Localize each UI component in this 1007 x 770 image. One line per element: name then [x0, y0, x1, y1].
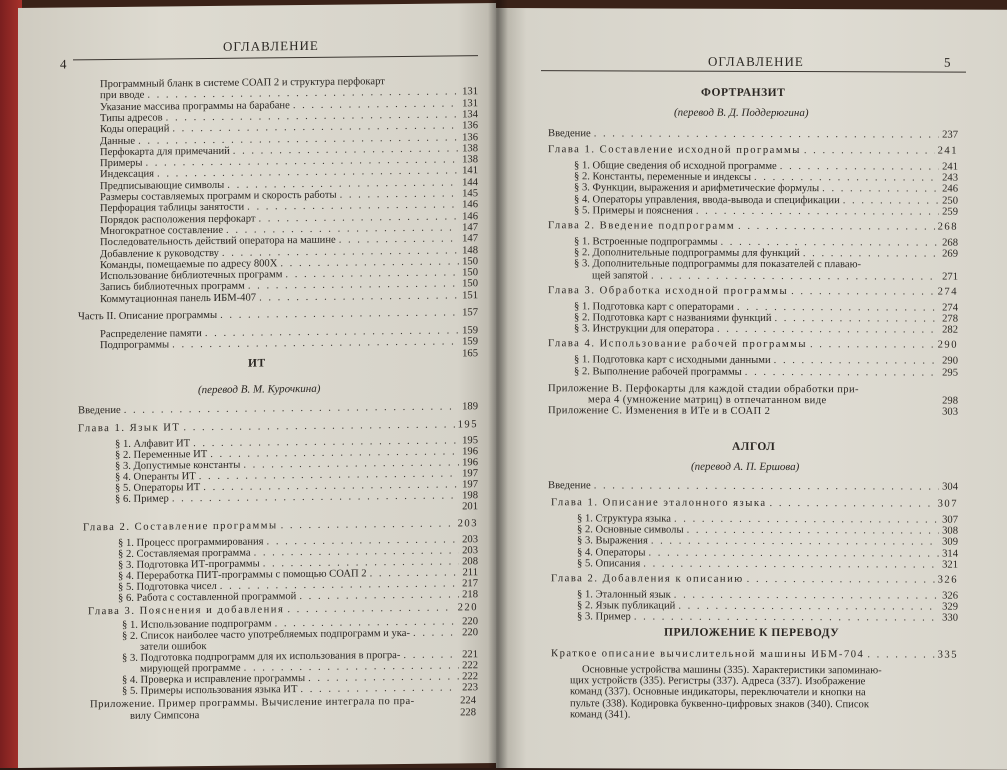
- toc-leader-dots: [720, 237, 939, 249]
- toc-leader-dots: [754, 172, 939, 184]
- toc-page-number: 274: [942, 302, 958, 314]
- toc-leader-dots: [678, 601, 939, 613]
- toc-page-number: 148: [462, 244, 478, 256]
- appendix-description-line: Основные устройства машины (335). Характеристики запоминаю-: [582, 664, 882, 677]
- toc-entry: [122, 682, 478, 697]
- toc-entry-title: § 6. Пример: [115, 493, 169, 505]
- toc-page-number: 282: [942, 324, 958, 336]
- toc-page-number: 223: [462, 682, 478, 694]
- toc-leader-dots: [403, 649, 459, 661]
- toc-page-number: 220: [462, 627, 478, 639]
- toc-entry-title: § 3. Выражения: [577, 535, 648, 547]
- toc-page-number: 217: [462, 578, 478, 590]
- toc-entry-title: Коммутационная панель ИБМ-407: [100, 292, 257, 305]
- toc-entry-title: Введение: [78, 404, 121, 417]
- toc-chapter: [551, 648, 958, 660]
- toc-entry-title: § 1. Структура языка: [577, 513, 671, 525]
- toc-chapter: [78, 419, 478, 434]
- toc-page-number: 330: [942, 612, 958, 625]
- toc-page-number: 308: [942, 525, 958, 537]
- toc-entry-title: Предписывающие символы: [100, 179, 225, 192]
- toc-leader-dots: [299, 589, 459, 602]
- toc-entry-title: Глава 2. Составление программы: [83, 520, 278, 534]
- toc-page-number: 303: [942, 406, 958, 418]
- toc-leader-dots: [803, 248, 939, 259]
- toc-page-number: 138: [462, 154, 478, 166]
- section-title-appendix: ПРИЛОЖЕНИЕ К ПЕРЕВОДУ: [664, 626, 840, 640]
- toc-entry-title: Последовательность действий оператора на машине: [100, 234, 336, 249]
- toc-entry-title: § 3. Подготовка подпрограмм для их использования в програ-: [122, 649, 401, 664]
- toc-part-heading: [78, 307, 478, 322]
- toc-entry-title: Запись библиотечных программ: [100, 281, 245, 294]
- toc-page-number: 159: [462, 336, 478, 348]
- appendix-description-line: команд (337). Основные индикаторы, переключатели и кнопки на: [570, 686, 866, 699]
- toc-leader-dots: [413, 627, 459, 638]
- toc-page-number: 295: [942, 367, 958, 379]
- toc-entry-title: Коды операций: [100, 123, 170, 136]
- toc-leader-dots: [717, 324, 939, 336]
- toc-chapter: [548, 285, 958, 297]
- toc-page-number: 196: [462, 446, 478, 458]
- toc-entry-title: Примеры: [100, 157, 143, 170]
- toc-entry-title: § 3. Допустимые константы: [115, 459, 241, 472]
- toc-page-number: 228: [460, 707, 476, 719]
- toc-page-number: 321: [942, 559, 958, 571]
- section-translator-it: (перевод В. М. Курочкина): [198, 382, 321, 397]
- toc-entry-title: Использование библиотечных программ: [100, 269, 283, 283]
- toc-leader-dots: [643, 558, 939, 570]
- toc-entry: [574, 205, 958, 217]
- toc-page-number: 307: [942, 514, 958, 526]
- toc-leader-dots: [340, 188, 460, 200]
- toc-leader-dots: [774, 313, 939, 325]
- toc-leader-dots: [259, 290, 459, 303]
- toc-page-number: 197: [462, 468, 478, 480]
- toc-page-number: 298: [942, 395, 958, 407]
- section-translator-algol: (перевод А. П. Ершова): [691, 460, 800, 474]
- toc-leader-dots: [287, 602, 454, 615]
- toc-page-number: 165: [462, 347, 478, 359]
- toc-page-number: 211: [462, 567, 478, 579]
- toc-entry-title: § 4. Переработка ПИТ-программы с помощью СОАП 2: [118, 568, 367, 582]
- toc-page-number: 243: [942, 172, 958, 184]
- toc-page-number: 195: [457, 419, 478, 431]
- toc-page-number: 237: [942, 129, 958, 141]
- toc-leader-dots: [804, 145, 935, 156]
- toc-entry-title: § 1. Процесс программирования: [118, 536, 264, 549]
- toc-page-number: 196: [462, 457, 478, 469]
- toc-entry-title: § 3. Инструкции для оператора: [574, 323, 714, 335]
- right-page-number: 5: [944, 54, 951, 70]
- appendix-description-line: щих устройств (335). Регистры (337). Адреса (337). Изображение: [570, 675, 866, 688]
- toc-entry-title: § 4. Операторы: [577, 546, 646, 559]
- toc-page-number: 147: [462, 222, 478, 234]
- section-title-algol: АЛГОЛ: [732, 440, 776, 453]
- toc-page-number: 250: [942, 195, 958, 207]
- toc-entry-title: § 1. Подготовка карт с операторами: [574, 301, 734, 313]
- toc-page-number: 198: [462, 490, 478, 502]
- left-page: [18, 3, 496, 768]
- toc-page-number: 157: [462, 307, 478, 319]
- toc-chapter: [548, 220, 958, 232]
- toc-entry-title: Порядок расположения перфокарт: [100, 213, 256, 226]
- toc-entry-title: § 2. Список наиболее часто употребляемых подпрограмм и ука-: [122, 627, 411, 642]
- left-header-rule: [73, 55, 478, 60]
- toc-entry-title: § 2. Выполнение рабочей программы: [574, 365, 742, 378]
- toc-entry-title: Глава 2. Добавления к описанию: [551, 573, 744, 585]
- toc-entry-title: Добавление к руководству: [100, 247, 219, 260]
- toc-page-number: 314: [942, 548, 958, 560]
- toc-entry-title: Глава 1. Составление исходной программы: [548, 144, 801, 157]
- left-page-header: ОГЛАВЛЕНИЕ: [223, 37, 319, 54]
- toc-entry: [78, 401, 478, 416]
- toc-entry-title: § 1. Алфавит ИТ: [115, 438, 191, 450]
- appendix-title: Приложение С. Изменения в ИТе и в СОАП 2: [548, 404, 771, 417]
- right-header-rule: [541, 70, 966, 72]
- toc-entry-title: § 2. Переменные ИТ: [115, 449, 208, 461]
- toc-page-number: 141: [462, 165, 478, 177]
- toc-entry-title: § 5. Описания: [577, 558, 641, 570]
- toc-page-number: 131: [462, 86, 478, 98]
- toc-page-number: 195: [462, 435, 478, 447]
- toc-leader-dots: [124, 401, 459, 416]
- toc-entry-title: Глава 2. Введение подпрограмм: [548, 220, 736, 232]
- toc-entry-title: Глава 4. Использование рабочей программы: [548, 338, 807, 351]
- toc-page-number: 268: [937, 221, 958, 233]
- toc-page-number: 246: [942, 183, 958, 196]
- toc-entry-title: § 4. Проверка и исправление программы: [122, 672, 306, 686]
- toc-entry-title: Индексация: [100, 168, 155, 181]
- toc-page-number: 144: [462, 176, 478, 189]
- toc-page-number: 134: [462, 109, 478, 121]
- toc-chapter: [551, 573, 958, 585]
- toc-entry: [118, 589, 478, 604]
- toc-page-number: 271: [942, 271, 958, 283]
- toc-entry-title: Перфокарта для примечаний: [100, 145, 230, 158]
- toc-page-number: 150: [462, 267, 478, 279]
- section-title-fortransit: ФОРТРАНЗИТ: [701, 86, 786, 100]
- toc-leader-dots: [674, 590, 939, 602]
- toc-entry-title: при вводе: [100, 89, 145, 102]
- section-title-it: ИТ: [248, 357, 266, 370]
- toc-entry-title: Команды, помещаемые по адресу 800X: [100, 258, 278, 271]
- toc-page-number: 150: [462, 255, 478, 268]
- toc-entry-title: Глава 1. Описание эталонного языка: [551, 497, 767, 509]
- toc-leader-dots: [649, 547, 940, 559]
- toc-chapter: [88, 602, 478, 617]
- toc-page-number: 146: [462, 199, 478, 211]
- toc-page-number: 159: [462, 325, 478, 337]
- toc-entry-title: § 2. Константы, переменные и индексы: [574, 171, 751, 184]
- toc-entry-title: щей запятой: [592, 269, 648, 282]
- toc-entry-title: § 3. Пример: [577, 611, 631, 623]
- toc-leader-dots: [339, 234, 459, 246]
- toc-page-number: 307: [937, 498, 958, 510]
- toc-entry: [548, 480, 958, 492]
- toc-entry-title: § 2. Подготовка карт с названиями функций: [574, 312, 772, 324]
- toc-leader-dots: [281, 518, 455, 531]
- toc-leader-dots: [867, 649, 934, 660]
- appendix-description-line: пульте (338). Кодировка буквенно-цифровых знаков (340). Список: [570, 697, 869, 710]
- toc-entry-title: Глава 3. Пояснения и добавления: [88, 604, 285, 618]
- toc-leader-dots: [810, 339, 935, 350]
- toc-page-number: 145: [462, 188, 478, 200]
- toc-page-number: 224: [460, 695, 476, 707]
- toc-entry-title: Размеры составляемых программ и скорость работы: [100, 189, 337, 204]
- toc-entry: [574, 323, 958, 335]
- toc-leader-dots: [745, 366, 939, 378]
- toc-entry-title: § 1. Встроенные подпрограммы: [574, 236, 718, 248]
- toc-entry-title: § 4. Операнты ИТ: [115, 471, 196, 483]
- toc-page-number: 259: [942, 206, 958, 218]
- toc-entry-title: § 1. Эталонный язык: [577, 589, 671, 601]
- appendix-title: вилу Симпсона: [130, 710, 200, 722]
- toc-chapter: [83, 518, 478, 533]
- toc-page-number: 222: [462, 660, 478, 672]
- toc-entry-title: § 1. Использование подпрограмм: [122, 618, 272, 631]
- toc-entry-title: мирующей программе: [140, 662, 241, 675]
- toc-leader-dots: [770, 498, 935, 510]
- toc-page-number: 309: [942, 536, 958, 549]
- appendix-description-line: команд (341).: [570, 709, 631, 721]
- toc-chapter: [548, 339, 958, 351]
- toc-page-number: 147: [462, 233, 478, 245]
- appendix-title: Приложение. Пример программы. Вычисление интеграла по пра-: [90, 695, 415, 711]
- toc-leader-dots: [737, 302, 939, 314]
- left-page-number: 4: [60, 56, 67, 72]
- toc-entry-title: § 1. Подготовка карт с исходными данными: [574, 354, 771, 367]
- toc-entry-title: Краткое описание вычислительной машины ИБМ-704: [551, 648, 865, 661]
- toc-leader-dots: [774, 355, 939, 367]
- toc-entry: [548, 128, 958, 140]
- toc-entry: [577, 558, 958, 570]
- toc-page-number: 290: [942, 355, 958, 368]
- toc-entry-title: § 5. Подготовка чисел: [118, 580, 217, 593]
- toc-entry-title: § 3. Подготовка ИТ-программы: [118, 558, 260, 571]
- toc-entry-title: § 2. Язык публикаций: [577, 600, 676, 612]
- toc-entry: [574, 366, 958, 378]
- toc-leader-dots: [300, 682, 459, 695]
- toc-entry-title: Многократное составление: [100, 224, 224, 238]
- toc-entry-title: § 3. Функции, выражения и арифметические формулы: [574, 182, 820, 195]
- toc-leader-dots: [674, 514, 939, 526]
- toc-entry-title: § 2. Основные символы: [577, 524, 684, 536]
- toc-page-number: 201: [462, 501, 478, 513]
- toc-entry-title: § 6. Работа с составленной программой: [118, 591, 297, 604]
- toc-page-number: 218: [462, 589, 478, 601]
- toc-entry-title: Глава 1. Язык ИТ: [78, 422, 181, 435]
- toc-leader-dots: [747, 574, 935, 586]
- toc-page-number: 304: [942, 481, 958, 493]
- section-translator-fortransit: (перевод В. Д. Поддерюгина): [674, 106, 809, 120]
- right-page-header: ОГЛАВЛЕНИЕ: [708, 53, 804, 70]
- toc-entry-title: Часть II. Описание программы: [78, 309, 218, 323]
- toc-entry-title: Данные: [100, 135, 136, 147]
- toc-appendix: [548, 405, 958, 417]
- toc-leader-dots: [594, 480, 939, 492]
- toc-entry-title: § 2. Составляемая программа: [118, 547, 251, 560]
- toc-page-number: 150: [462, 278, 478, 290]
- toc-page-number: 241: [942, 161, 958, 173]
- toc-page-number: 241: [937, 145, 958, 157]
- toc-entry-title: Перфорация таблицы занятости: [100, 201, 245, 215]
- toc-page-number: 269: [942, 248, 958, 260]
- toc-leader-dots: [843, 195, 939, 206]
- toc-entry-title: Введение: [548, 128, 591, 140]
- toc-leader-dots: [780, 161, 939, 173]
- toc-page-number: 131: [462, 97, 478, 109]
- toc-page-number: 138: [462, 142, 478, 155]
- toc-page-number: 208: [462, 556, 478, 568]
- toc-entry-title: § 1. Общие сведения об исходной программе: [574, 160, 777, 172]
- toc-entry-title: Распределение памяти: [100, 328, 202, 341]
- toc-entry: [577, 612, 958, 624]
- toc-entry-title: § 4. Операторы управления, ввода-вывода и спецификации: [574, 193, 840, 206]
- toc-leader-dots: [220, 307, 459, 321]
- toc-chapter: [551, 497, 958, 509]
- toc-page-number: 326: [942, 590, 958, 602]
- toc-entry-title: Программный бланк в системе СОАП 2 и структура перфокарт: [100, 76, 385, 91]
- toc-appendix-cont: [130, 707, 476, 722]
- toc-entry-title: Глава 3. Обработка исходной программы: [548, 284, 789, 297]
- toc-page-number: 274: [937, 286, 958, 298]
- toc-entry-title: § 5. Операторы ИТ: [115, 482, 201, 494]
- toc-page-number: 203: [462, 545, 478, 557]
- toc-page-number: 197: [462, 479, 478, 491]
- toc-page-number: 222: [462, 671, 478, 683]
- toc-page-number: 329: [942, 601, 958, 613]
- appendix-title: Приложение В. Перфокарты для каждой стадии обработки при-: [548, 382, 859, 396]
- right-page: [496, 8, 1007, 770]
- toc-page-number: 146: [462, 210, 478, 222]
- toc-entry-title: затели ошибок: [140, 641, 207, 653]
- toc-page-number: 268: [942, 237, 958, 249]
- toc-page-number: 203: [462, 534, 478, 546]
- toc-page-number: 278: [942, 313, 958, 325]
- toc-page-number: 220: [457, 602, 478, 614]
- toc-page-number: 290: [937, 339, 958, 352]
- toc-entry-title: Подпрограммы: [100, 339, 170, 352]
- toc-page-number: 203: [457, 518, 478, 530]
- toc-leader-dots: [594, 128, 939, 140]
- toc-entry-title: § 3. Дополнительные подпрограммы для показателей с плаваю-: [574, 258, 862, 271]
- toc-leader-dots: [738, 221, 935, 233]
- toc-leader-dots: [651, 270, 939, 282]
- toc-leader-dots: [687, 525, 940, 537]
- toc-entry-title: § 5. Примеры использования языка ИТ: [122, 684, 298, 697]
- toc-entry: [592, 270, 958, 282]
- toc-page-number: 221: [462, 649, 478, 661]
- toc-page-number: 326: [937, 574, 958, 586]
- toc-page-number: 335: [937, 649, 958, 661]
- toc-leader-dots: [651, 536, 939, 548]
- toc-page-number: 136: [462, 131, 478, 143]
- toc-leader-dots: [634, 612, 939, 624]
- toc-page-number: 136: [462, 120, 478, 132]
- toc-entry-title: Введение: [548, 480, 591, 492]
- toc-page-number: 189: [462, 401, 478, 413]
- appendix-title: мера 4 (умножение матриц) в отпечатанном виде: [588, 394, 827, 406]
- toc-page-number: 220: [462, 616, 478, 628]
- toc-leader-dots: [822, 184, 939, 195]
- toc-leader-dots: [183, 419, 454, 433]
- toc-chapter: [548, 144, 958, 156]
- toc-leader-dots: [791, 286, 935, 298]
- toc-leader-dots: [696, 205, 939, 217]
- toc-entry-title: Типы адресов: [100, 112, 163, 125]
- toc-entry-title: § 2. Дополнительные подпрограммы для функций: [574, 247, 800, 260]
- toc-entry-title: § 5. Примеры и пояснения: [574, 205, 693, 217]
- toc-entry-title: Указание массива программы на барабане: [100, 99, 290, 113]
- toc-page-number: 151: [462, 289, 478, 302]
